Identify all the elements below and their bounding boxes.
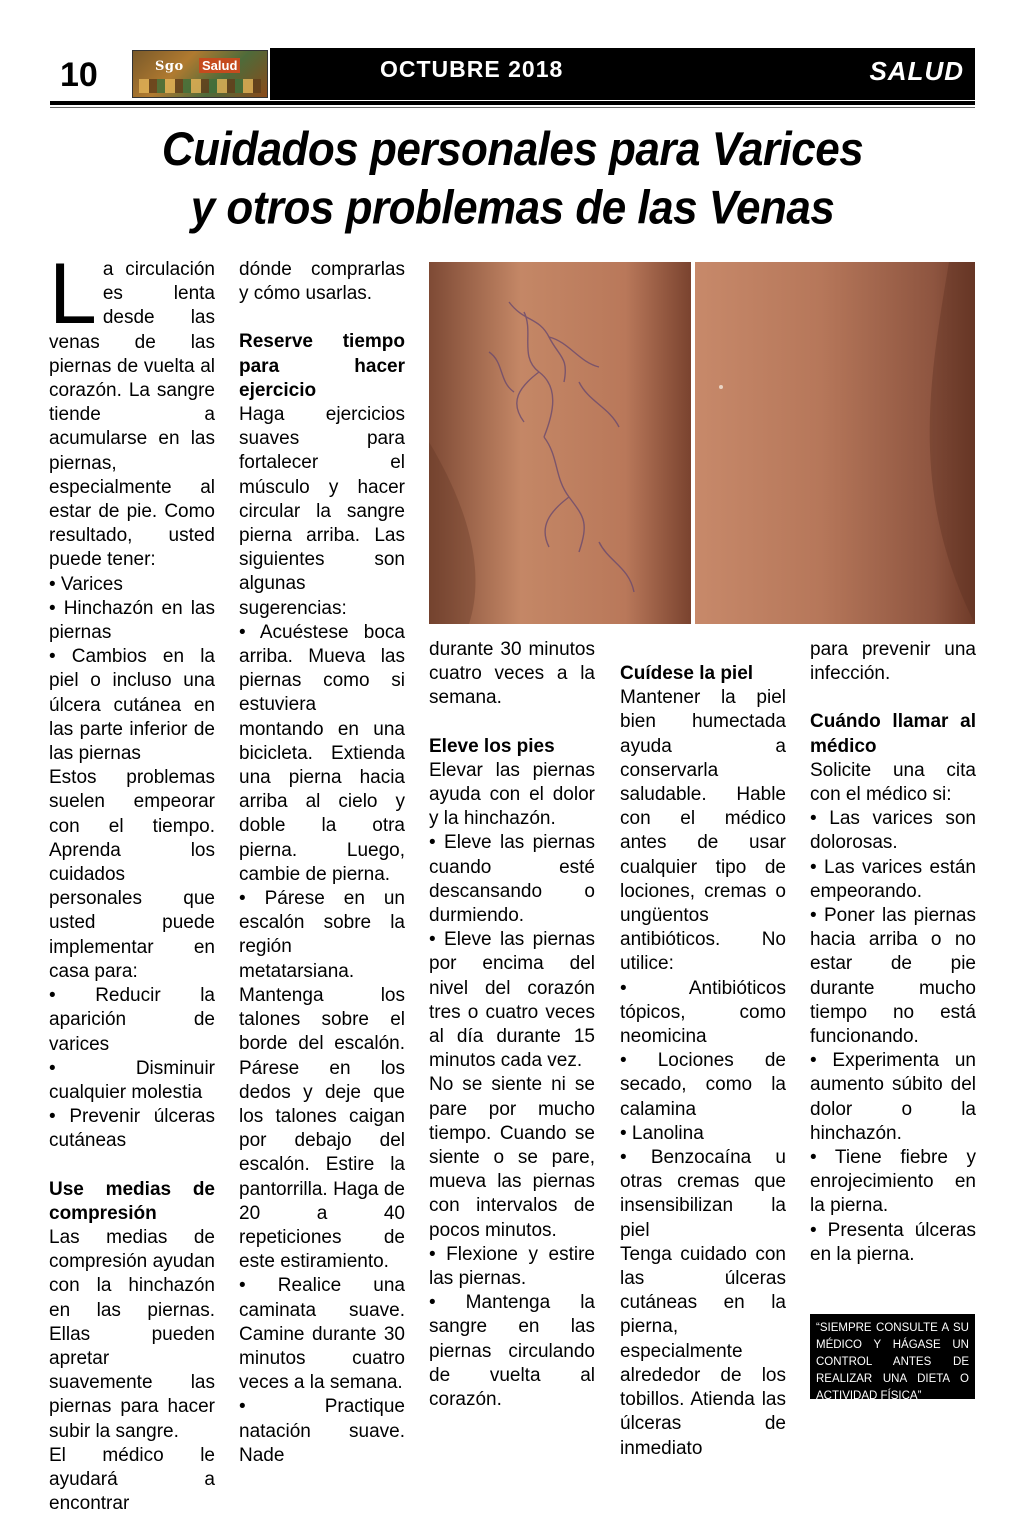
list-item: • Lanolina xyxy=(620,1122,704,1144)
paragraph: Mantener la piel bien humectada ayuda a conservarla saludable. Hable con el médico antes de usar cualquier tipo de lociones, cremas o ungüentos antibióticos. No utilice: xyxy=(620,687,786,975)
paragraph: No se siente ni se pare por mucho tiempo. Cuando se siente o se pare, mueva las piernas con intervalos de pocos minutos. xyxy=(429,1074,595,1241)
list-item: • Lociones de secado, como la calamina xyxy=(620,1050,786,1120)
logo-photo-strip xyxy=(139,79,261,93)
paragraph: Tenga cuidado con las úlceras cutáneas en la pierna, especialmente alrededor de los tobillos. Atienda las úlceras de inmediato xyxy=(620,1243,786,1459)
section-heading: Use medias de compresión xyxy=(49,1178,215,1224)
paragraph: El médico le ayudará a encontrar xyxy=(49,1444,215,1515)
column-4 xyxy=(620,662,786,1461)
intro-paragraph xyxy=(49,246,215,573)
list-item: • Poner las piernas hacia arriba o no estar de pie durante mucho tiempo no está funcionando. xyxy=(810,905,976,1048)
list-item: • Antibióticos tópicos, como neomicina xyxy=(620,977,786,1048)
skin-highlight xyxy=(719,385,723,389)
list-item: • Las varices están empeorando. xyxy=(810,856,976,902)
list-item: • Practique natación suave. Nade xyxy=(239,1396,405,1466)
title-line-2: y otros problemas de las Venas xyxy=(190,181,835,235)
drop-cap: L xyxy=(49,246,97,342)
logo-subtext: Salud xyxy=(199,58,240,73)
logo-text: Sgo xyxy=(155,59,184,74)
column-5 xyxy=(810,638,976,1267)
list-item: • Párese en un escalón sobre la región metatarsiana. Mantenga los talones sobre el borde del escalón. Párese en los dedos y deje que los talones caigan por debajo del escalón. Estire la pantorrilla. Haga de 20 a 40 repeticiones de este estiramiento. xyxy=(239,888,405,1273)
list-item: • Eleve las piernas por encima del nivel del corazón tres o cuatro veces al día durante 15 minutos cada vez. xyxy=(429,929,595,1072)
section-heading: Eleve los pies xyxy=(429,735,555,757)
list-item: • Realice una caminata suave. Camine durante 30 minutos cuatro veces a la semana. xyxy=(239,1275,405,1394)
list-item: • Las varices son dolorosas. xyxy=(810,808,976,854)
title-line-1: Cuidados personales para Varices xyxy=(161,122,864,176)
paragraph-continuation: para prevenir una infección. xyxy=(810,639,976,685)
section-heading: Reserve tiempo para hacer ejercicio xyxy=(239,331,405,401)
list-item: • Reducir la aparición de varices xyxy=(49,985,215,1055)
paragraph: Las medias de compresión ayudan con la hinchazón en las piernas. Ellas pueden apretar suavemente las piernas para hacer subir la sangre. xyxy=(49,1226,215,1442)
legs-photo-illustration xyxy=(429,262,975,624)
list-item: • Varices xyxy=(49,573,123,595)
section-heading: Cuándo llamar al médico xyxy=(810,711,976,757)
paragraph-continuation: durante 30 minutos cuatro veces a la semana. xyxy=(429,639,595,709)
list-item: • Presenta úlceras en la pierna. xyxy=(810,1219,976,1265)
paragraph: Estos problemas suelen empeorar con el tiempo. Aprenda los cuidados personales que usted puede implementar en casa para: xyxy=(49,767,215,982)
header-rule-thin xyxy=(50,107,975,108)
page-number: 10 xyxy=(60,56,98,94)
list-item: • Flexione y estire las piernas. xyxy=(429,1243,595,1290)
list-item: • Experimenta un aumento súbito del dolor o la hinchazón. xyxy=(810,1050,976,1144)
list-item: • Mantenga la sangre en las piernas circulando de vuelta al corazón. xyxy=(429,1292,595,1411)
section-name: SALUD xyxy=(869,56,964,86)
list-item: • Cambios en la piel o incluso una úlcera cutánea en las parte inferior de las piernas xyxy=(49,646,215,765)
paragraph: Elevar las piernas ayuda con el dolor y la hinchazón. xyxy=(429,759,595,830)
column-2 xyxy=(239,258,405,1468)
advice-callout: “SIEMPRE CONSULTE A SU MÉDICO Y HÁGASE UN CONTROL ANTES DE REALIZAR UNA DIETA O ACTIVIDAD FÍSICA” xyxy=(810,1314,975,1399)
list-item: • Prevenir úlceras cutáneas xyxy=(49,1106,215,1152)
list-item: • Eleve las piernas cuando esté descansando o durmiendo. xyxy=(429,832,595,927)
intro-text: a circulación es lenta desde las venas de las piernas de vuelta al corazón. La sangre tiende a acumularse en las piernas, especialmente al estar de pie. Como resultado, usted puede tener: xyxy=(49,259,215,571)
section-heading: Cuídese la piel xyxy=(620,663,754,684)
list-item: • Disminuir cualquier molestia xyxy=(49,1057,215,1103)
list-item: • Hinchazón en las piernas xyxy=(49,597,215,644)
photo-divider xyxy=(691,262,695,624)
article-title xyxy=(100,121,925,238)
before-after-photo xyxy=(429,262,975,624)
issue-date: OCTUBRE 2018 xyxy=(380,56,564,82)
paragraph: Haga ejercicios suaves para fortalecer el músculo y hacer circular la sangre pierna arriba. Las siguientes son algunas sugerencias: xyxy=(239,404,405,619)
header-rule xyxy=(50,101,975,105)
list-item: • Tiene fiebre y enrojecimiento en la pierna. xyxy=(810,1147,976,1217)
list-item: • Benzocaína u otras cremas que insensibilizan la piel xyxy=(620,1147,786,1241)
list-item: • Acuéstese boca arriba. Mueva las piernas como si estuviera montando en una bicicleta. Extienda una pierna hacia arriba al cielo y doble la otra pierna. Luego, cambie de pierna. xyxy=(239,621,405,885)
paragraph: Solicite una cita con el médico si: xyxy=(810,759,976,806)
publication-logo xyxy=(132,50,268,98)
column-3 xyxy=(429,638,595,1412)
column-1 xyxy=(49,246,215,1516)
paragraph-continuation: dónde comprarlas y cómo usarlas. xyxy=(239,259,405,305)
